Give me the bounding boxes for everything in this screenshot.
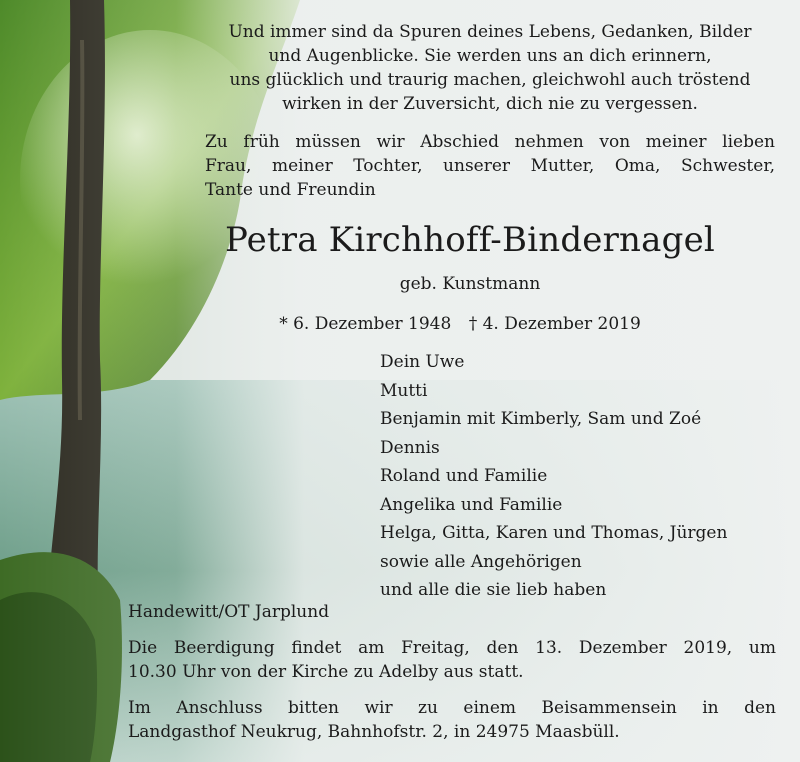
reception-line: Im Anschluss bitten wir zu einem Beisammensein in den [128,698,776,718]
life-dates [200,312,720,336]
intro-line: Zu früh müssen wir Abschied nehmen von meiner lieben [205,132,775,152]
memorial-poem [205,20,775,116]
intro-line: Frau, meiner Tochter, unserer Mutter, Oma, Schwester, [205,156,775,176]
reception-line: Landgasthof Neukrug, Bahnhofstr. 2, in 24975 Maasbüll. [128,722,620,742]
funeral-line: 10.30 Uhr von der Kirche zu Adelby aus statt. [128,662,524,682]
mourner: Helga, Gitta, Karen und Thomas, Jürgen [380,523,728,543]
poem-line: und Augenblicke. Sie werden uns an dich erinnern, [268,46,712,66]
birth-date: * 6. Dezember 1948 [279,314,452,334]
mourner: Dein Uwe [380,352,465,372]
maiden-name: geb. Kunstmann [399,274,541,294]
mourner: Mutti [380,380,428,401]
mourner: Roland und Familie [380,466,548,486]
mourner: Angelika und Familie [380,494,563,515]
mourner: sowie alle Angehörigen [380,551,582,572]
place-of-residence: Handewitt/OT Jarplund [128,602,330,622]
reception-notice [128,696,776,744]
funeral-line: Die Beerdigung findet am Freitag, den 13. Dezember 2019, um [128,638,776,658]
mourner: Dennis [380,437,440,458]
mourners-list [380,348,780,605]
intro-line: Tante und Freundin [205,180,376,200]
poem-line: uns glücklich und traurig machen, gleichwohl auch tröstend [229,70,751,90]
funeral-notice [128,636,776,684]
farewell-intro [205,130,775,202]
poem-line: wirken in der Zuversicht, dich nie zu vergessen. [282,94,698,114]
mourner: und alle die sie lieb haben [380,580,607,600]
mourner: Benjamin mit Kimberly, Sam und Zoé [380,409,702,429]
poem-line: Und immer sind da Spuren deines Lebens, Gedanken, Bilder [228,22,752,42]
death-date: † 4. Dezember 2019 [468,314,641,334]
deceased-name: Petra Kirchhoff-Bindernagel [225,220,715,260]
